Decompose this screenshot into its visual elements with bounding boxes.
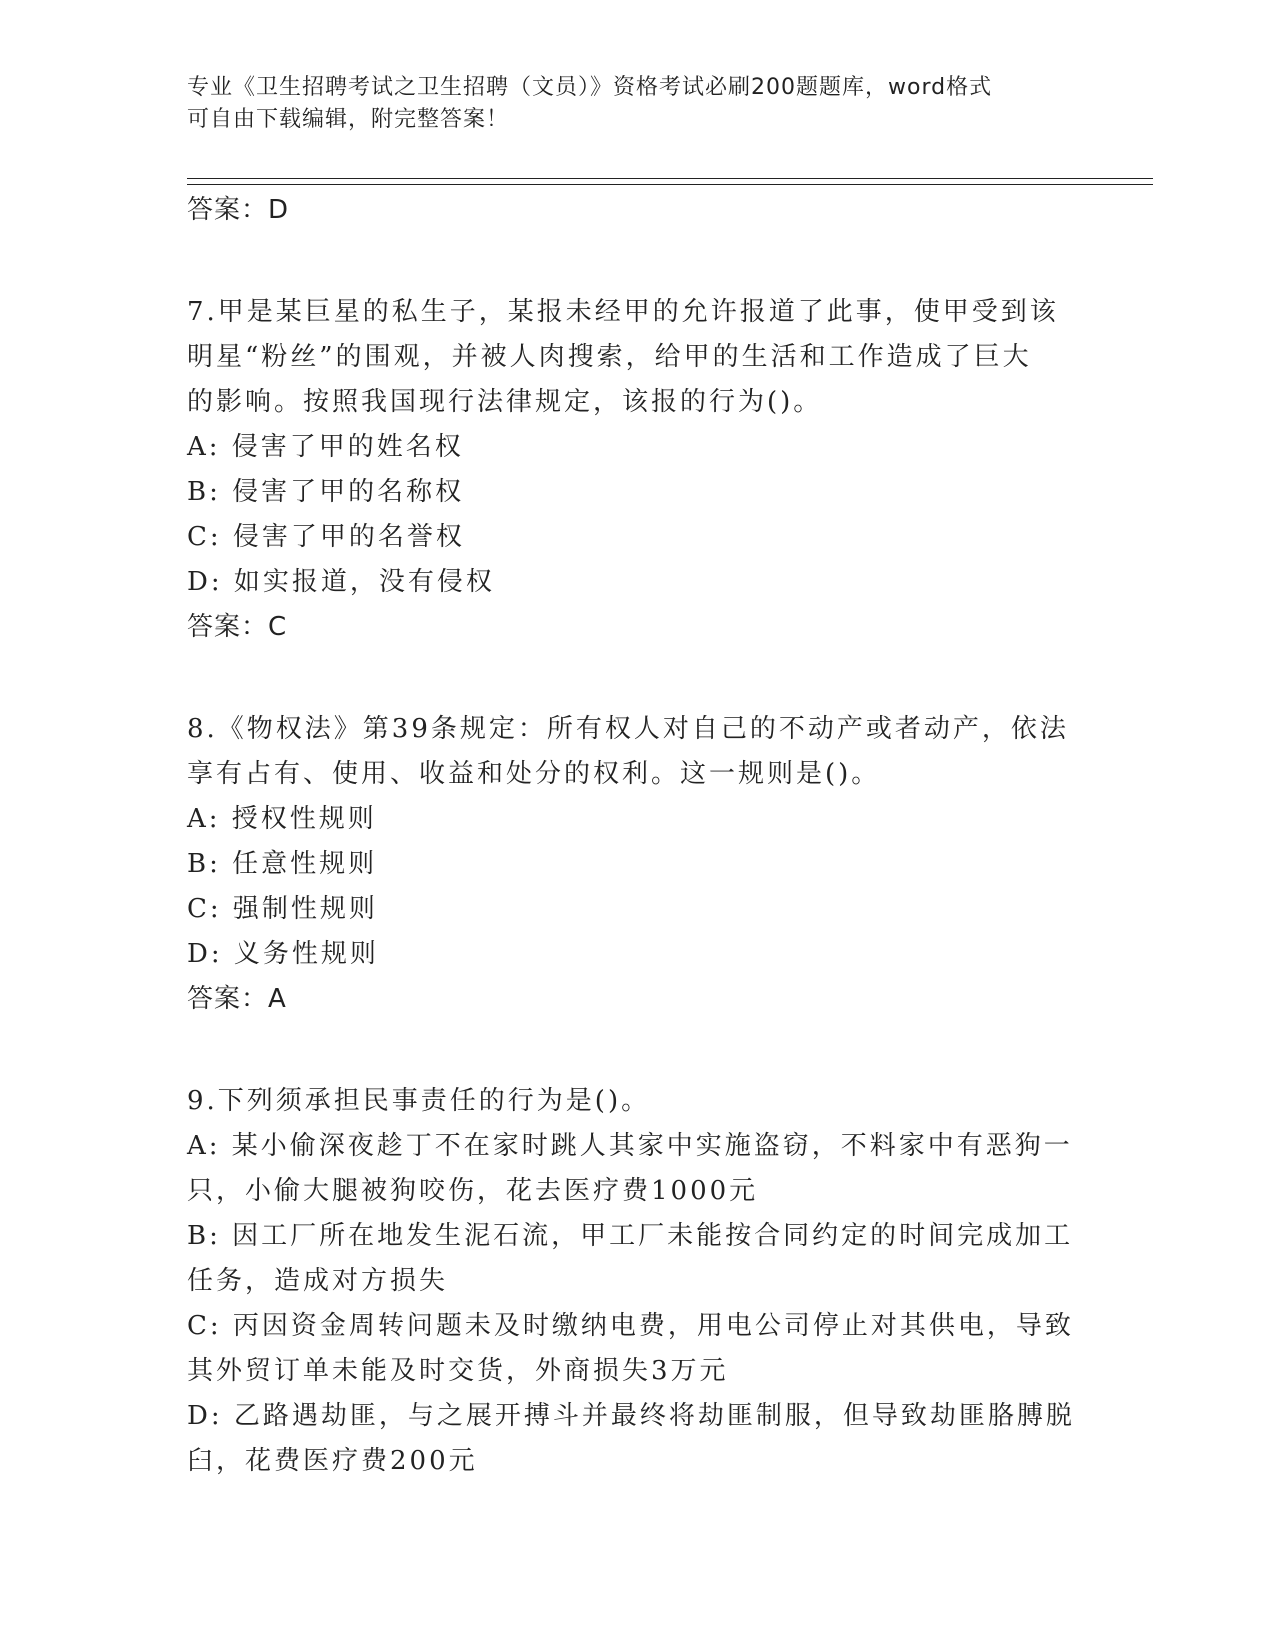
answer-line: 答案：D [187,195,290,225]
option-b-continued: 任务，造成对方损失 [187,1266,449,1296]
option-d: D: 如实报道，没有侵权 [187,567,495,597]
question-stem: 明星“粉丝”的围观，并被人肉搜索，给甲的生活和工作造成了巨大 [187,342,1032,372]
question-stem: 的影响。按照我国现行法律规定，该报的行为()。 [187,387,823,417]
option-c: C: 强制性规则 [187,894,378,924]
question-stem: 9.下列须承担民事责任的行为是()。 [187,1086,651,1116]
header-line: 专业《卫生招聘考试之卫生招聘（文员）》资格考试必刷200题题库，word格式 [187,75,993,100]
header-divider [187,184,1153,185]
option-a-continued: 只，小偷大腿被狗咬伤，花去医疗费1000元 [187,1176,759,1206]
header-line: 可自由下载编辑，附完整答案！ [187,107,510,132]
option-a: A: 侵害了甲的姓名权 [187,432,464,462]
option-a: A: 某小偷深夜趁丁不在家时跳人其家中实施盗窃，不料家中有恶狗一 [187,1131,1073,1161]
page-header [187,72,1087,136]
question-7 [187,290,1087,649]
option-d: D: 乙路遇劫匪，与之展开搏斗并最终将劫匪制服，但导致劫匪胳膊脱 [187,1401,1075,1431]
header-divider [187,178,1153,179]
question-stem: 8.《物权法》第39条规定：所有权人对自己的不动产或者动产，依法 [187,714,1069,744]
answer-line: 答案：C [187,612,288,642]
question-8 [187,707,1087,1021]
option-c-continued: 其外贸订单未能及时交货，外商损失3万元 [187,1356,729,1386]
option-a: A: 授权性规则 [187,804,377,834]
option-b: B: 因工厂所在地发生泥石流，甲工厂未能按合同约定的时间完成加工 [187,1221,1074,1251]
question-list [187,188,1087,1484]
question-stem: 7.甲是某巨星的私生子，某报未经甲的允许报道了此事，使甲受到该 [187,297,1059,327]
option-d: D: 义务性规则 [187,939,379,969]
answer-line: 答案：A [187,984,287,1014]
option-d-continued: 臼，花费医疗费200元 [187,1446,478,1476]
option-c: C: 丙因资金周转问题未及时缴纳电费，用电公司停止对其供电，导致 [187,1311,1074,1341]
question-9 [187,1079,1087,1484]
option-b: B: 任意性规则 [187,849,378,879]
question-stem: 享有占有、使用、收益和处分的权利。这一规则是()。 [187,759,881,789]
option-c: C: 侵害了甲的名誉权 [187,522,465,552]
option-b: B: 侵害了甲的名称权 [187,477,465,507]
